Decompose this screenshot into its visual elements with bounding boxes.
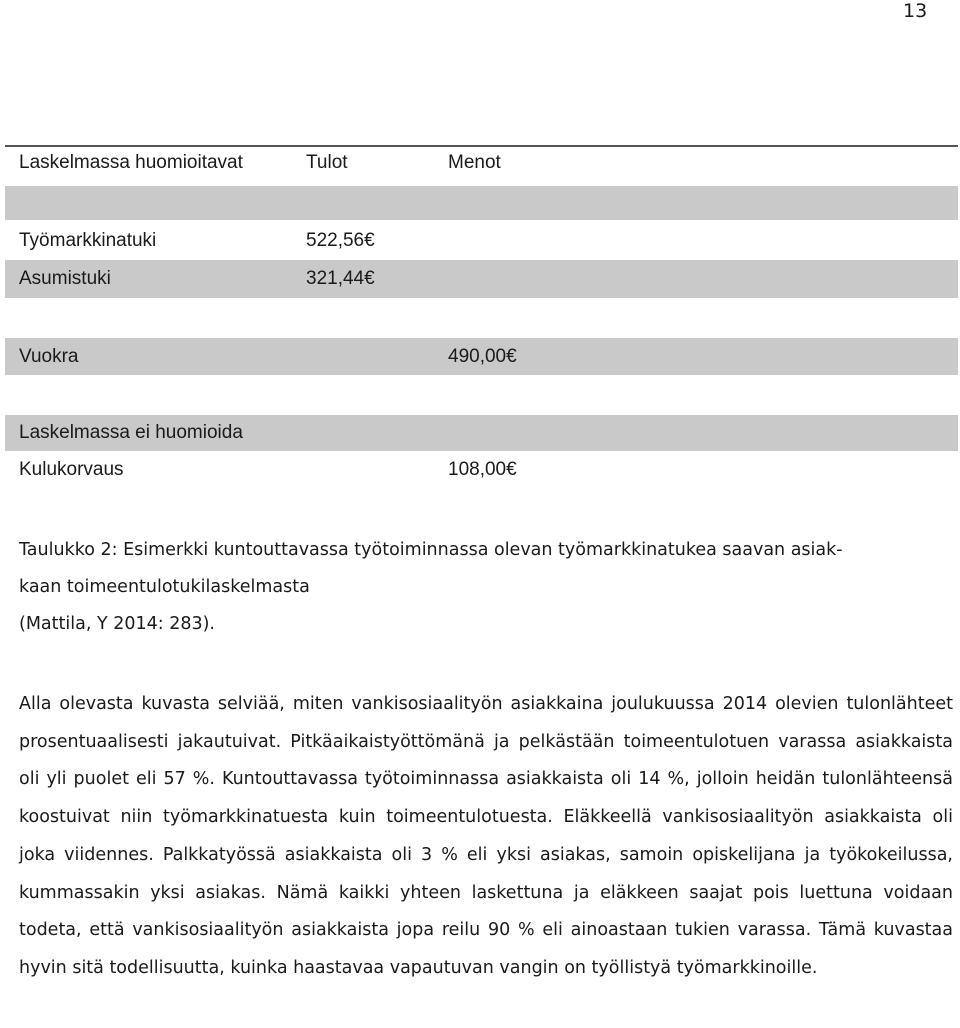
row-expense: 108,00€ xyxy=(448,459,517,480)
header-cell-label: Laskelmassa huomioitavat xyxy=(19,152,243,173)
table-shaded-row xyxy=(5,186,958,220)
row-income: 321,44€ xyxy=(306,268,375,289)
header-cell-income: Tulot xyxy=(306,152,348,173)
row-label: Kulukorvaus xyxy=(19,459,124,480)
row-expense: 490,00€ xyxy=(448,345,517,367)
body-paragraph: Alla olevasta kuvasta selviää, miten vankisosiaalityön asiakkaina joulukuussa 2014 olevien tulonlähteet prosentuaalisesti jakautuivat. Pitkäaikaistyöttömänä ja pelkästään toimeentulotuen varassa asiakkaista oli yli puolet eli 57 %. Kuntouttavassa työtoiminnassa asiakkaista oli 14 %, jolloin heidän tulonlähteensä koostuivat niin työmarkkinatuesta kuin toimeentulotuesta. Eläkkeellä vankisosiaalityön asiakkaista oli joka viidennes. Palkkatyössä asiakkaista oli 3 % eli yksi asiakas, samoin opiskelijana ja työkokeilussa, kummassakin yksi asiakas. Nämä kaikki yhteen laskettuna ja eläkkeen saajat pois luettuna voidaan todeta, että vankisosiaalityön asiakkaista jopa reilu 90 % eli ainoastaan tukien varassa. Tämä kuvastaa hyvin sitä todellisuutta, kuinka haastavaa vapautuvan vangin on työllistyä työmarkkinoille. xyxy=(19,694,953,978)
table-header-row xyxy=(5,145,958,181)
header-cell-expense: Menot xyxy=(448,152,501,173)
table-row xyxy=(5,260,958,298)
row-label: Työmarkkinatuki xyxy=(19,229,157,251)
table-row xyxy=(5,338,958,375)
row-income: 522,56€ xyxy=(306,229,375,251)
row-label: Vuokra xyxy=(19,345,79,367)
page-number: 13 xyxy=(903,0,928,22)
table-caption xyxy=(19,532,944,643)
table-row xyxy=(5,415,958,451)
caption-line: (Mattila, Y 2014: 283). xyxy=(19,614,215,634)
caption-line: kaan toimeentulotukilaskelmasta xyxy=(19,577,310,597)
caption-line: Taulukko 2: Esimerkki kuntouttavassa työtoiminnassa olevan työmarkkinatukea saavan asiak- xyxy=(19,540,843,560)
table-row xyxy=(5,222,958,259)
table-row xyxy=(5,452,958,488)
row-label: Asumistuki xyxy=(19,268,111,289)
row-label: Laskelmassa ei huomioida xyxy=(19,422,243,443)
